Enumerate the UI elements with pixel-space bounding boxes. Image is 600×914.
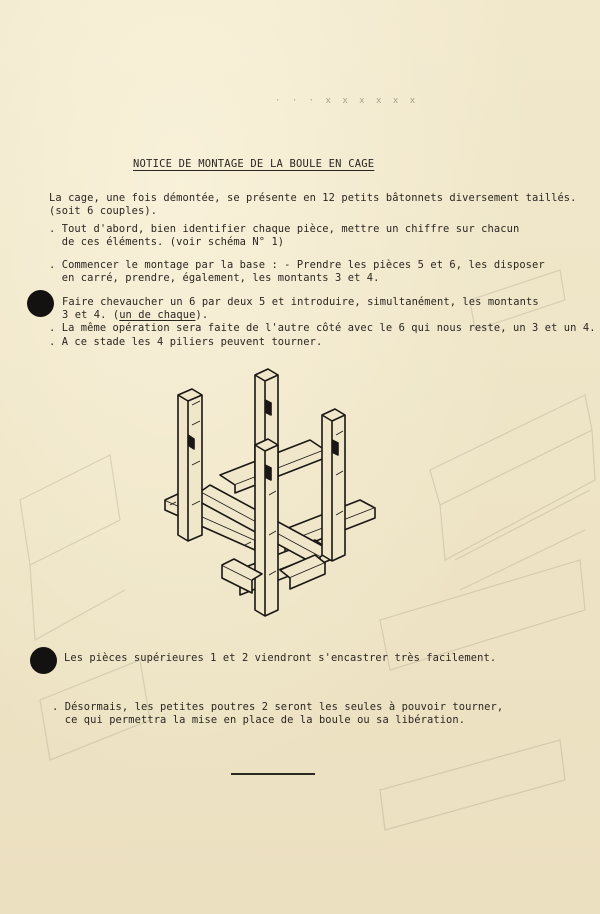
pillar-front [255,439,278,616]
step-overlap-line-1: Faire chevaucher un 6 par deux 5 et introduire, simultanément, les montants [62,296,539,308]
step-base-line-1: . Commencer le montage par la base : - Prendre les pièces 5 et 6, les disposer [49,259,545,271]
step-final-line-2: ce qui permettra la mise en place de la boule ou sa libération. [52,714,466,726]
step-overlap-line-2-start: 3 et 4. ( [62,309,120,321]
step-identify-line-2: de ces éléments. (voir schéma N° 1) [49,236,285,248]
step-base-line-2: en carré, prendre, également, les montants 3 et 4. [49,272,380,284]
pillar-left [178,389,202,541]
step-overlap-line-2-end: ). [195,309,209,321]
step-overlap-line-2 [62,309,208,322]
step-identify-line-1: . Tout d'abord, bien identifier chaque pièce, mettre un chiffre sur chacun [49,223,520,235]
document-title: NOTICE DE MONTAGE DE LA BOULE EN CAGE [133,158,375,170]
intro-line-1: La cage, une fois démontée, se présente en 12 petits bâtonnets diversement taillés. [49,192,577,204]
intro-line-2: (soit 6 couples). [49,205,158,217]
bullet-dot-1 [27,290,54,317]
step-other-side: . La même opération sera faite de l'autre côté avec le 6 qui nous reste, un 3 et un 4. [49,322,596,334]
end-rule [231,773,315,775]
cage-assembly-drawing [150,365,390,625]
step-upper-pieces: Les pièces supérieures 1 et 2 viendront s'encastrer très facilement. [64,652,497,664]
step-pillars: . A ce stade les 4 piliers peuvent tourner. [49,336,323,348]
step-final-line-1: . Désormais, les petites poutres 2 seront les seules à pouvoir tourner, [52,701,504,713]
faint-header-mark: · · · x x x x x x [275,96,419,106]
bullet-dot-2 [30,647,57,674]
step-overlap-underlined: un de chaque [119,309,196,321]
